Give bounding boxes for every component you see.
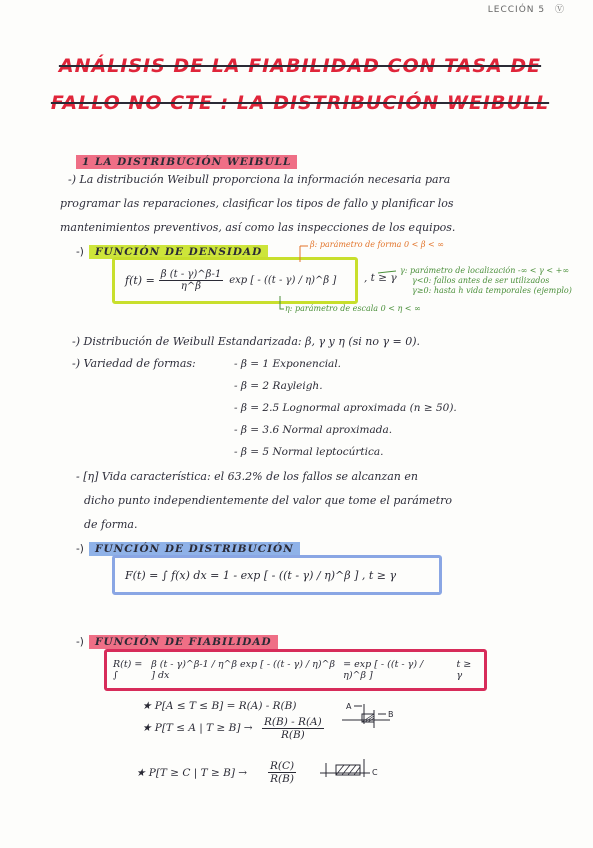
prob-2-num: R(B) - R(A) [264,716,322,728]
gamma-note-line: γ≥0: hasta h vida temporales (ejemplo) [412,286,572,295]
reliability-formula-box [104,649,487,691]
sketch-label-c: C [372,768,378,777]
standardized-line: -) Distribución de Weibull Estandarizada: β, γ y η (si no γ = 0). [72,335,421,348]
density-exp: exp [ - ((t - γ) / η)^β ] [229,275,337,286]
prob-2-fraction [262,716,324,741]
prob-3: ★ P[T ≥ C | T ≥ B] → [136,767,248,779]
bullet: -) [76,636,84,648]
prob-3-num: R(C) [270,760,295,772]
intro-line: -) La distribución Weibull proporciona la información necesaria para [68,173,451,186]
eta-arrow [280,296,284,309]
density-frac-den: η^β [180,281,202,292]
forms-label: -) Variedad de formas: [72,357,196,370]
form-item: - β = 2 Rayleigh. [234,380,323,392]
eta-line: - [η] Vida característica: el 63.2% de los fallos se alcanzan en [76,470,418,483]
reliability-rhs: = exp [ - ((t - γ) / η)^β ] [343,659,424,681]
prob-2: ★ P[T ≤ A | T ≥ B] → [142,722,253,734]
gamma-arrow [378,271,396,273]
density-frac-num: β (t - γ)^β-1 [160,269,222,280]
reliability-cond: t ≥ γ [456,659,472,681]
bullet: -) [76,543,84,555]
gamma-note-line: γ: parámetro de localización -∞ < γ < +∞ [400,266,569,275]
distribution-formula: F(t) = ∫ f(x) dx = 1 - exp [ - ((t - γ) / η)^β ] , t ≥ γ [125,568,397,582]
beta-note: β: parámetro de forma 0 < β < ∞ [310,240,444,249]
lesson-label: LECCIÓN 5 [487,5,546,15]
eta-note: η: parámetro de escala 0 < η < ∞ [285,304,421,313]
sketch-label-b: B [388,710,394,719]
prob-2-den: R(B) [280,729,305,741]
prob-3-den: R(B) [270,773,294,785]
form-item: - β = 2.5 Lognormal aproximada (n ≥ 50). [234,402,457,414]
distribution-label: FUNCIÓN DE DISTRIBUCIÓN [89,542,300,556]
reliability-label: FUNCIÓN DE FIABILIDAD [89,635,278,649]
distribution-formula-box [112,555,442,595]
interval-sketch-c [318,755,388,785]
page-title-line-2: FALLO NO CTE : LA DISTRIBUCIÓN WEIBULL [50,92,550,114]
eta-line: dicho punto independientemente del valor que tome el parámetro [84,494,453,507]
prob-3-fraction [268,760,296,785]
eta-line: de forma. [84,518,138,531]
sketch-label-a: A [346,702,352,711]
reliability-lhs: R(t) = ∫ [113,659,143,681]
bullet: -) [76,246,84,258]
distribution-heading [76,537,300,556]
interval-sketch-ab [340,700,400,740]
intro-line: mantenimientos preventivos, así como las inspecciones de los equipos. [60,221,456,234]
form-item: - β = 1 Exponencial. [234,358,342,370]
density-condition: , t ≥ γ [364,272,397,284]
page-title-line-1: ANÁLISIS DE LA FIABILIDAD CON TASA DE [58,55,542,77]
intro-line: programar las reparaciones, clasificar los tipos de fallo y planificar los [60,197,454,210]
form-item: - β = 5 Normal leptocúrtica. [234,446,384,458]
corner-mark: Ⓥ [554,5,565,15]
form-item: - β = 3.6 Normal aproximada. [234,424,393,436]
forms-list [234,353,457,463]
prob-1: ★ P[A ≤ T ≤ B] = R(A) - R(B) [142,700,297,712]
gamma-note-line: γ<0: fallos antes de ser utilizados [412,276,550,285]
reliability-heading [76,630,278,649]
density-label: FUNCIÓN DE DENSIDAD [89,245,268,259]
density-lhs: f(t) = [125,274,155,287]
section-heading-label: 1 LA DISTRIBUCIÓN WEIBULL [76,155,297,169]
reliability-mid: β (t - γ)^β-1 / η^β exp [ - ((t - γ) / η)^β ] dx [151,659,336,681]
eta-paragraph [76,465,576,537]
